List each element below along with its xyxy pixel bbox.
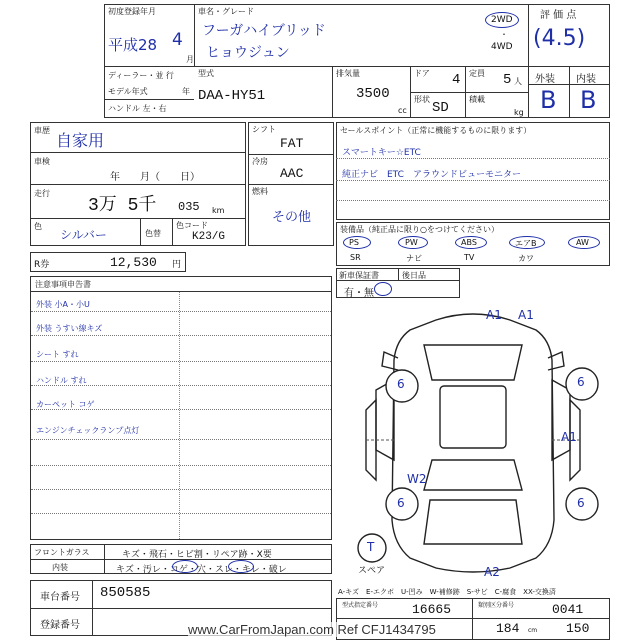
car-name-kana: ヒョウジュン bbox=[206, 45, 290, 61]
type-label: 型式指定番号 bbox=[342, 602, 379, 609]
mark-w2-rear-left: W2 bbox=[407, 472, 427, 486]
note-3: シート すれ bbox=[36, 350, 79, 359]
capacity-unit: 人 bbox=[514, 77, 522, 86]
shift-value: FAT bbox=[280, 136, 304, 151]
equip-abs: ABS bbox=[461, 238, 477, 247]
displacement-label: 排気量 bbox=[336, 69, 360, 78]
notes-box bbox=[30, 276, 332, 540]
equip-leather: カワ bbox=[518, 254, 534, 263]
mark-tire-rear-left: 6 bbox=[397, 496, 405, 510]
mileage-unit: km bbox=[212, 206, 225, 215]
note-4: ハンドル すれ bbox=[36, 376, 87, 385]
damage-legend: A-キズ E-エクボ U-凹み W-補修跡 S-サビ C-腐食 XX-交換済 bbox=[338, 588, 556, 596]
drive-2wd: 2WD bbox=[491, 15, 513, 25]
exterior-label: 外装 bbox=[535, 74, 555, 85]
capacity-label: 定員 bbox=[469, 69, 485, 78]
inspection-label: 車検 bbox=[34, 157, 50, 166]
mark-spare-t: T bbox=[367, 540, 375, 554]
sales-line-1: スマートキー☆ETC bbox=[342, 148, 421, 158]
interior-grade: B bbox=[580, 86, 597, 114]
equip-airbag: エアB bbox=[515, 239, 537, 248]
usage-value: 自家用 bbox=[56, 131, 105, 150]
equip-ps: PS bbox=[349, 238, 359, 247]
watermark: www.CarFromJapan.com Ref CFJ1434795 bbox=[188, 622, 436, 637]
note-2: 外装 うすい線キズ bbox=[36, 324, 103, 333]
ac-label: 冷房 bbox=[252, 157, 268, 166]
spare-label: スペア bbox=[358, 566, 386, 576]
frame-label: 車台番号 bbox=[40, 592, 80, 603]
equip-pw: PW bbox=[405, 238, 418, 247]
mark-tire-front-left: 6 bbox=[397, 377, 405, 391]
equip-sr: SR bbox=[350, 253, 361, 262]
score-value: (4.5) bbox=[533, 26, 586, 51]
doors-value: 4 bbox=[452, 72, 461, 88]
color-value: シルバー bbox=[60, 228, 107, 242]
equip-tv: TV bbox=[464, 253, 475, 262]
katashiki-label: 型式 bbox=[198, 69, 214, 78]
interior-cond-text: キズ・汚レ・コゲ・穴・スレ・キレ・破レ bbox=[116, 565, 287, 575]
drive-4wd: 4WD bbox=[491, 42, 513, 52]
name-label: 車名・グレード bbox=[198, 7, 254, 16]
type-number: 16665 bbox=[412, 602, 452, 617]
color-code-label: 色コード bbox=[176, 221, 208, 230]
shape-label: 形状 bbox=[414, 95, 430, 104]
exterior-grade: B bbox=[540, 86, 557, 114]
mark-a1-right-side: A1 bbox=[561, 430, 577, 444]
shape-value: SD bbox=[432, 100, 449, 116]
mileage-label: 走行 bbox=[34, 189, 50, 198]
mark-a2-rear: A2 bbox=[484, 565, 500, 579]
mileage-value: 3万 5千 bbox=[88, 196, 157, 216]
inspection-value: 年 月（ 日） bbox=[110, 172, 200, 183]
recycle-box bbox=[30, 252, 186, 272]
interior-cond-label: 内装 bbox=[52, 563, 68, 572]
year-unit: 年 bbox=[182, 87, 190, 96]
usage-label: 車歴 bbox=[34, 126, 50, 135]
month-unit: 月 bbox=[186, 55, 194, 64]
mileage-small: 035 bbox=[178, 200, 200, 214]
note-6: エンジンチェックランプ点灯 bbox=[36, 426, 140, 435]
reg-label: 初度登録年月 bbox=[108, 7, 156, 16]
katashiki-value: DAA-HY51 bbox=[198, 88, 266, 104]
color-code: K23/G bbox=[192, 231, 226, 243]
category-label: 類別区分番号 bbox=[478, 602, 515, 609]
dealer-label: ディーラー・並 行 bbox=[108, 71, 174, 80]
glass-label: フロントガラス bbox=[34, 548, 90, 557]
height-number: 150 bbox=[566, 621, 590, 636]
recycle-unit: 円 bbox=[172, 260, 182, 270]
notes-title: 注意事項申告書 bbox=[35, 280, 91, 289]
frame-number: 850585 bbox=[100, 585, 151, 601]
load-unit: kg bbox=[514, 108, 524, 117]
mark-tire-rear-right: 6 bbox=[577, 496, 585, 510]
warranty-value: 有・無 bbox=[344, 288, 374, 299]
category-number: 0041 bbox=[552, 602, 584, 617]
sales-line-2: 純正ナビ ETC アラウンドビューモニター bbox=[342, 170, 521, 180]
mark-a1-front-right: A1 bbox=[518, 308, 534, 322]
displacement-unit: cc bbox=[398, 106, 407, 115]
reg-era: 平成28 bbox=[108, 36, 158, 54]
recycle-amount: 12,530 bbox=[110, 255, 157, 270]
model-year-label: モデル年式 bbox=[108, 87, 148, 96]
capacity-value: 5 bbox=[503, 72, 512, 88]
displacement-value: 3500 bbox=[356, 86, 390, 102]
fuel-value: その他 bbox=[272, 210, 312, 225]
interior-label: 内装 bbox=[576, 74, 596, 85]
equip-aw: AW bbox=[576, 238, 589, 247]
equipment-title: 装備品（純正品に限り○をつけてください） bbox=[340, 225, 499, 234]
recycle-label: R券 bbox=[34, 260, 50, 270]
color-label: 色 bbox=[34, 222, 42, 231]
door-label: ドア bbox=[414, 69, 430, 78]
fuel-label: 燃料 bbox=[252, 187, 268, 196]
score-label: 評 価 点 bbox=[540, 10, 577, 21]
note-1: 外装 小A・小U bbox=[36, 300, 90, 309]
handle-label: ハンドル 左・右 bbox=[108, 104, 167, 113]
ac-value: AAC bbox=[280, 166, 304, 181]
shift-label: シフト bbox=[252, 125, 276, 134]
mark-tire-front-right: 6 bbox=[577, 375, 585, 389]
warranty-new-label: 新車保証書 bbox=[339, 271, 379, 280]
glass-text: キズ・飛石・ヒビ割・リペア跡・X要 bbox=[122, 550, 272, 560]
equip-navi: ナビ bbox=[406, 254, 422, 263]
reg-month: 4 bbox=[172, 30, 183, 50]
warranty-record-label: 後日品 bbox=[402, 271, 426, 280]
load-label: 積載 bbox=[469, 95, 485, 104]
car-name: フーガハイブリッド bbox=[202, 23, 326, 39]
note-5: カーペット コゲ bbox=[36, 400, 95, 409]
reg-no-label: 登録番号 bbox=[40, 620, 80, 631]
sales-title: セールスポイント（正常に機能するものに限ります） bbox=[340, 126, 532, 135]
width-number: 184 bbox=[496, 621, 520, 636]
color-mark-label: 色替 bbox=[145, 229, 161, 238]
mark-a1-front-left: A1 bbox=[486, 308, 502, 322]
footer-unit: cm bbox=[528, 627, 538, 634]
